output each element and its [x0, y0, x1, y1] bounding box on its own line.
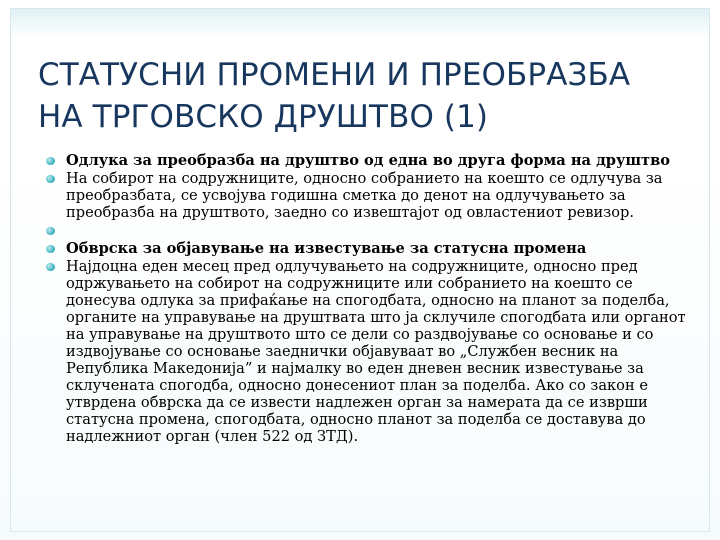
bullet-text: Обврска за објавување на известување за статусна промена	[66, 240, 587, 257]
bullet-text: На собирот на содружниците, односно собранието на коешто се одлучува за преобразбата, се усвојува годишна сметка до денот на одлучувањето за преобразба на друштвото, заедно со извештајот од овластениот ревизор.	[66, 170, 663, 221]
bullet-icon	[46, 245, 55, 253]
bullet-item	[46, 170, 694, 221]
bullet-list	[46, 152, 694, 446]
bullet-icon	[46, 175, 55, 183]
bullet-text: Одлука за преобразба на друштво од една во друга форма на друштво	[66, 152, 670, 169]
slide-title-line-1: СТАТУСНИ ПРОМЕНИ И ПРЕОБРАЗБА	[38, 57, 631, 93]
bullet-icon	[46, 227, 55, 235]
bullet-text: Најдоцна еден месец пред одлучувањето на содружниците, односно пред одржувањето на собирот на содружниците или собранието на коешто се донесува одлука за прифаќање на спогодбата, односно на планот за поделба, органите на управување на друштвата што ја склучиле спогодбата или органот на управување на друштвото што се дели со раздвојување со основање и со издвојување со основање заеднички објавуваат во „Службен весник на Република Македонија” и најмалку во еден дневен весник известување за склучената спогодба, односно донесениот план за поделба. Ако со закон е утврдена обврска да се извести надлежен орган за намерата да се изврши статусна промена, спогодбата, односно планот за поделба се доставува до надлежниот орган (член 522 од ЗТД).	[66, 258, 686, 445]
slide-title	[38, 54, 698, 138]
bullet-icon	[46, 263, 55, 271]
bullet-item	[46, 240, 694, 257]
bullet-text	[66, 222, 694, 239]
bullet-item	[46, 258, 694, 445]
bullet-icon	[46, 157, 55, 165]
bullet-item-empty	[46, 222, 694, 239]
bullet-item	[46, 152, 694, 169]
slide-title-line-2: НА ТРГОВСКО ДРУШТВО (1)	[38, 99, 489, 135]
